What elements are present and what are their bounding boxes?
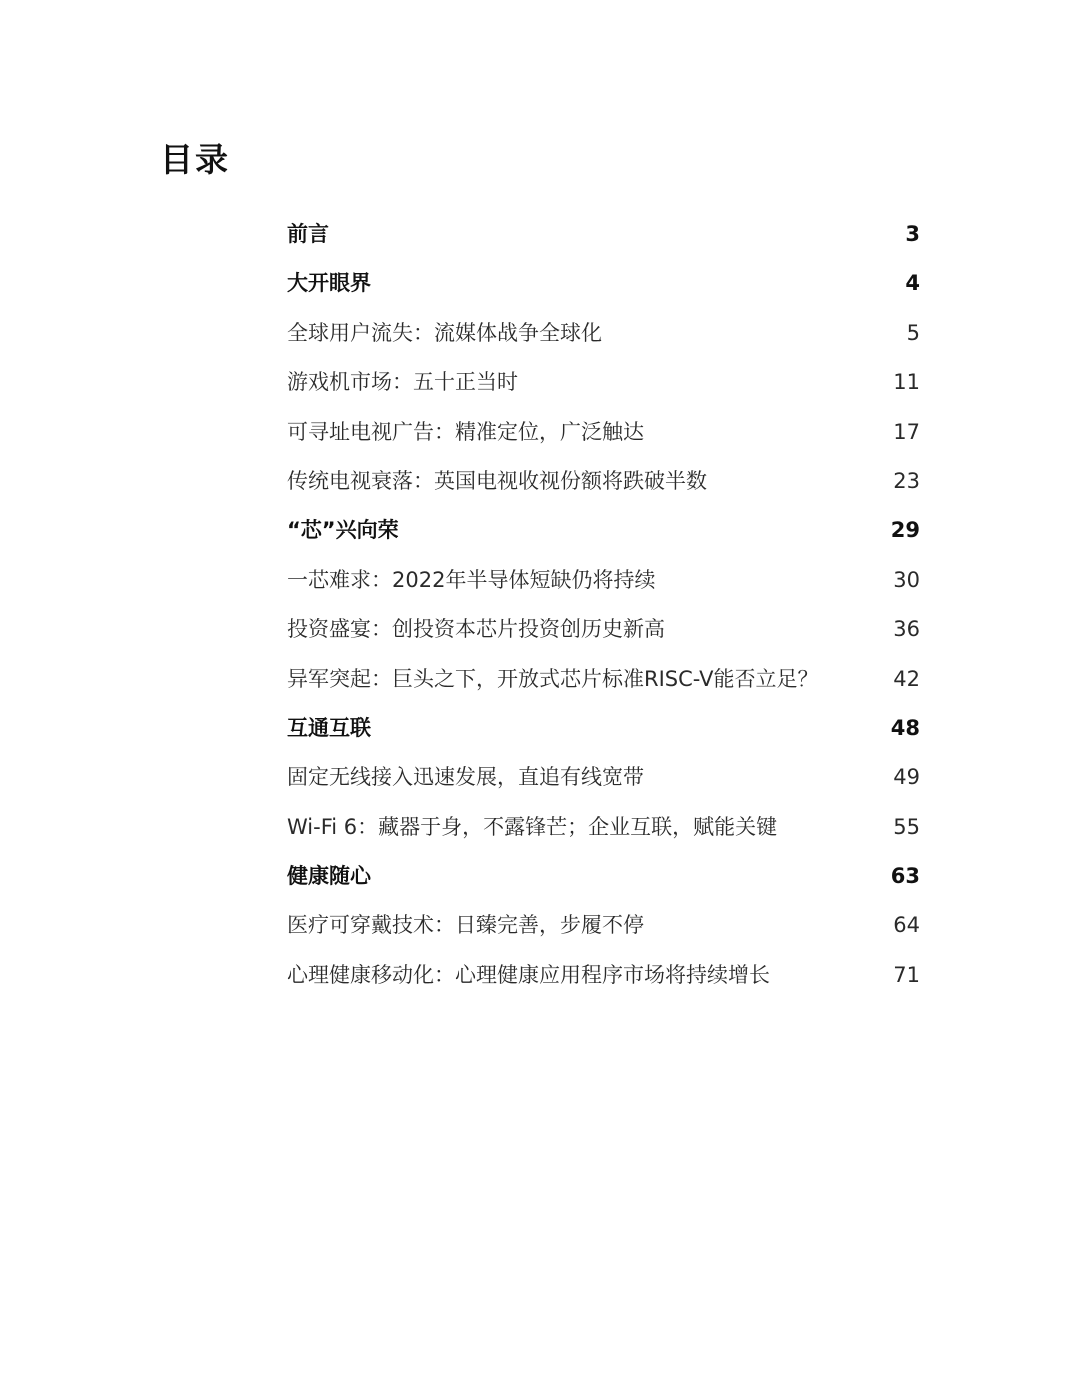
toc-entry-risc-v[interactable] (287, 655, 920, 704)
toc-entry-fixed-wireless[interactable] (287, 753, 920, 802)
toc-entry-label: 大开眼界 (287, 271, 371, 296)
table-of-contents (287, 210, 920, 1000)
toc-entry-page: 11 (893, 370, 920, 395)
toc-entry-label: 异军突起：巨头之下，开放式芯片标准RISC-V能否立足？ (287, 666, 819, 691)
toc-entry-page: 17 (893, 419, 920, 444)
toc-entry-label: 传统电视衰落：英国电视收视份额将跌破半数 (287, 468, 707, 493)
toc-entry-preface[interactable] (287, 210, 920, 259)
toc-entry-page: 4 (905, 271, 920, 296)
toc-entry-page: 64 (893, 913, 920, 938)
toc-entry-page: 71 (893, 962, 920, 987)
toc-entry-page: 36 (893, 617, 920, 642)
toc-entry-label: 互通互联 (287, 715, 371, 740)
toc-entry-wifi-6[interactable] (287, 803, 920, 852)
toc-entry-page: 49 (893, 765, 920, 790)
toc-entry-consoles[interactable] (287, 358, 920, 407)
toc-entry-page: 55 (893, 814, 920, 839)
toc-entry-streaming[interactable] (287, 309, 920, 358)
toc-entry-chip-shortage[interactable] (287, 556, 920, 605)
toc-entry-chip-investment[interactable] (287, 605, 920, 654)
toc-entry-addressable-tv[interactable] (287, 408, 920, 457)
toc-entry-label: 可寻址电视广告：精准定位，广泛触达 (287, 419, 644, 444)
toc-section-chips[interactable] (287, 506, 920, 555)
toc-entry-page: 29 (890, 518, 920, 543)
toc-section-connectivity[interactable] (287, 704, 920, 753)
toc-entry-wearables[interactable] (287, 901, 920, 950)
toc-entry-page: 23 (893, 468, 920, 493)
toc-entry-label: “芯”兴向荣 (287, 518, 399, 543)
toc-entry-label: 投资盛宴：创投资本芯片投资创历史新高 (287, 617, 665, 642)
toc-entry-page: 3 (905, 222, 920, 246)
toc-entry-page: 5 (906, 320, 920, 345)
toc-entry-label: 健康随心 (287, 864, 371, 889)
toc-entry-label: 医疗可穿戴技术：日臻完善，步履不停 (287, 913, 644, 938)
toc-entry-label: Wi-Fi 6：藏器于身，不露锋芒；企业互联，赋能关键 (287, 814, 778, 839)
toc-entry-label: 固定无线接入迅速发展，直追有线宽带 (287, 765, 644, 790)
toc-entry-label: 心理健康移动化：心理健康应用程序市场将持续增长 (287, 962, 770, 987)
toc-entry-page: 42 (893, 666, 920, 691)
toc-entry-label: 游戏机市场：五十正当时 (287, 370, 518, 395)
page-title: 目录 (160, 140, 230, 179)
toc-section-eye-opening[interactable] (287, 259, 920, 308)
toc-entry-page: 48 (890, 715, 920, 740)
toc-entry-label: 全球用户流失：流媒体战争全球化 (287, 320, 602, 345)
toc-entry-page: 63 (890, 864, 920, 889)
toc-section-health[interactable] (287, 852, 920, 901)
toc-entry-mental-health[interactable] (287, 951, 920, 1000)
toc-entry-label: 前言 (287, 222, 329, 246)
toc-entry-traditional-tv[interactable] (287, 457, 920, 506)
toc-entry-label: 一芯难求：2022年半导体短缺仍将持续 (287, 567, 656, 592)
toc-entry-page: 30 (893, 567, 920, 592)
